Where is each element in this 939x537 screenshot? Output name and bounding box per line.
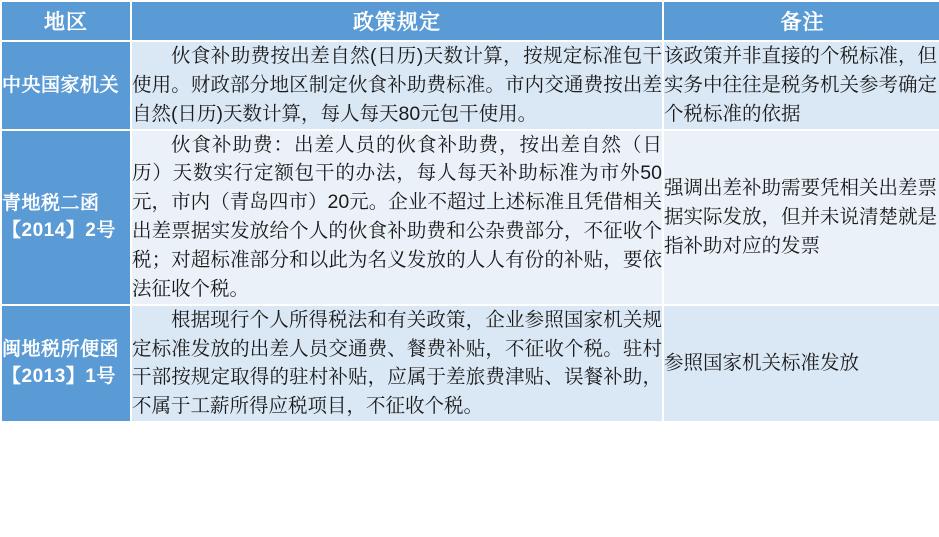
table-row [2, 306, 939, 421]
table-header-row [2, 2, 939, 40]
remark-text: 参照国家机关标准发放 [664, 306, 939, 421]
policy-text: 伙食补助费：出差人员的伙食补助费，按出差自然（日历）天数实行定额包干的办法，每人每天补助标准为市外50元，市内（青岛四市）20元。企业不超过上述标准且凭借相关出差票据实发放给个人的伙食补助费和公杂费部分，不征收个税；对超标准部分和以此为名义发放的人人有份的补贴，要依法征收个税。 [132, 131, 662, 304]
region-label: 中央国家机关 [2, 42, 130, 129]
policy-text: 伙食补助费按出差自然(日历)天数计算，按规定标准包干使用。财政部分地区制定伙食补助费标准。市内交通费按出差自然(日历)天数计算，每人每天80元包干使用。 [132, 42, 662, 129]
table-row [2, 42, 939, 129]
column-header-remark: 备注 [664, 2, 939, 40]
policy-text: 根据现行个人所得税法和有关政策，企业参照国家机关规定标准发放的出差人员交通费、餐费补贴，不征收个税。驻村干部按规定取得的驻村补贴，应属于差旅费津贴、误餐补助，不属于工薪所得应税项目，不征收个税。 [132, 306, 662, 421]
remark-text: 强调出差补助需要凭相关出差票据实际发放，但并未说清楚就是指补助对应的发票 [664, 131, 939, 304]
region-label: 青地税二函【2014】2号 [2, 131, 130, 304]
column-header-region: 地区 [2, 2, 130, 40]
remark-text: 该政策并非直接的个税标准，但实务中往往是税务机关参考确定个税标准的依据 [664, 42, 939, 129]
region-label: 闽地税所便函【2013】1号 [2, 306, 130, 421]
table-row [2, 131, 939, 304]
column-header-policy: 政策规定 [132, 2, 662, 40]
